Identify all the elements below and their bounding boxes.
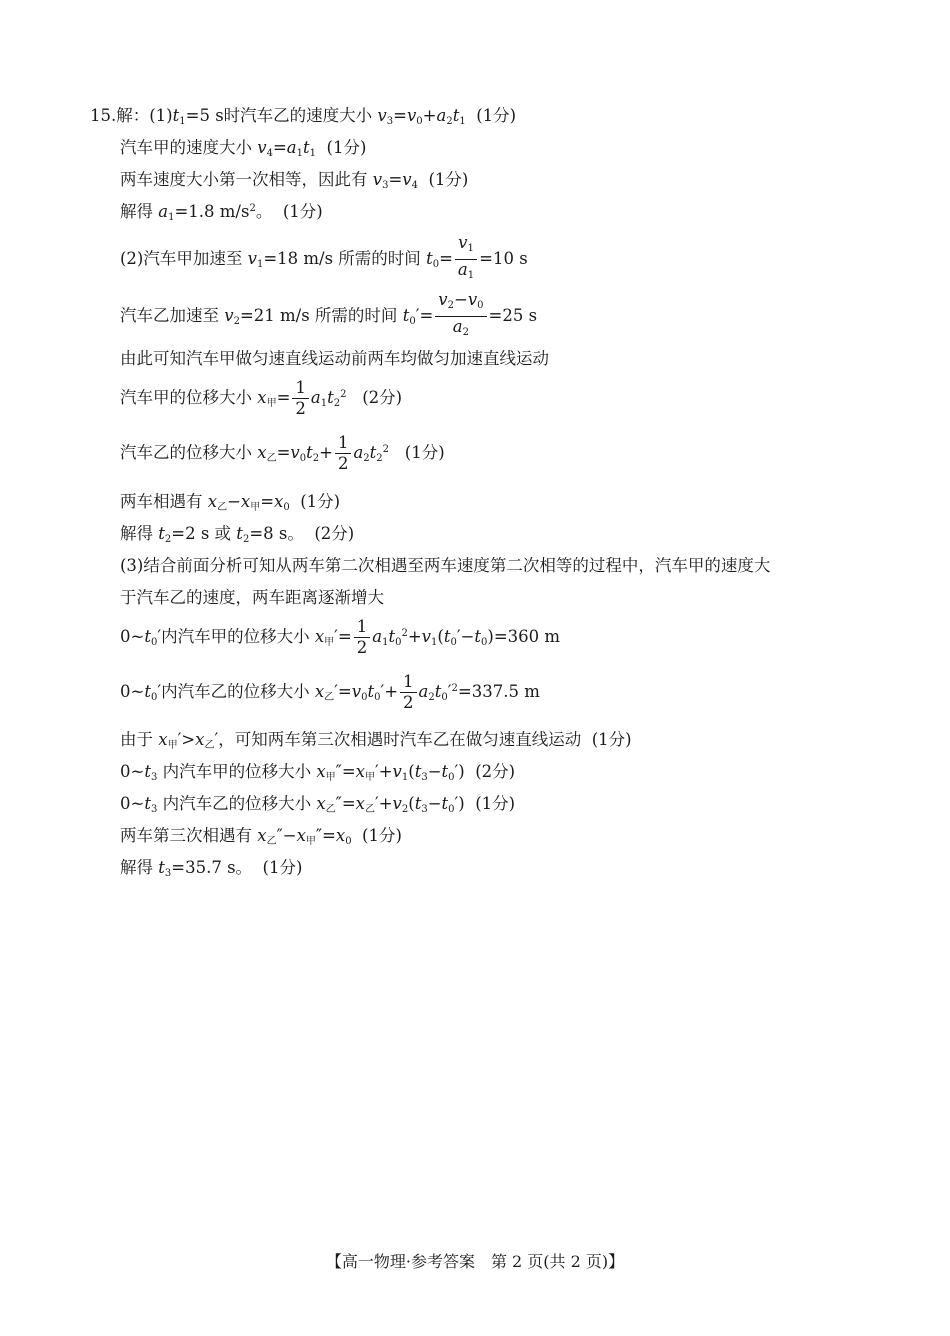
answer-line-6: 汽车乙加速至 $v_2=21$ m/s 所需的时间 $t_0'=$ $\frac{v_2-v_0}{a_2}$ =25 s [120, 290, 538, 338]
answer-line-1: 15.解：$(1)t_1=5$ s时汽车乙的速度大小 $v_3=v_0+a_2t_1$ (1分) [90, 106, 517, 127]
answer-line-17: $0\sim t_3$ 内汽车甲的位移大小 $x_甲''=x_甲'+v_1(t_3-t_0')$ (2分) [120, 762, 516, 783]
answer-line-7: 由此可知汽车甲做匀速直线运动前两车均做匀加速直线运动 [120, 349, 549, 368]
answer-line-14: $0\sim t_0'$内汽车甲的位移大小 $x_甲'=$ $\frac{1}{2}$ $a_1t_0^2+v_1(t_0'-t_0)=360$ m [120, 617, 561, 657]
answer-line-15: $0\sim t_0'$内汽车乙的位移大小 $x_乙'=v_0t_0'+$ $\frac{1}{2}$ $a_2t_0'^2=337.5$ m [120, 672, 540, 712]
answer-line-4: 解得 $a_1=1.8$ $m/s^2$。 (1分) [120, 202, 323, 223]
answer-line-16: 由于 $x_甲'>x_乙'$，可知两车第三次相遇时汽车乙在做匀速直线运动 (1分) [120, 730, 632, 751]
answer-line-2: 汽车甲的速度大小 $v_4=a_1t_1$ (1分) [120, 138, 367, 159]
answer-line-3: 两车速度大小第一次相等，因此有 $v_3=v_4$ (1分) [120, 170, 469, 191]
answer-line-12: (3)结合前面分析可知从两车第二次相遇至两车速度第二次相等的过程中，汽车甲的速度大 [120, 556, 771, 575]
answer-line-18: $0\sim t_3$ 内汽车乙的位移大小 $x_乙''=x_乙'+v_2(t_3-t_0')$ (1分) [120, 794, 516, 815]
answer-line-20: 解得 $t_3=35.7$ s。 (1分) [120, 858, 303, 879]
answer-line-8: 汽车甲的位移大小 $x_甲=$ $\frac{1}{2}$ $a_1t_2^2$ (2分) [120, 378, 403, 418]
answer-line-10: 两车相遇有 $x_乙-x_甲=x_0$ (1分) [120, 492, 341, 513]
answer-line-13: 于汽车乙的速度，两车距离逐渐增大 [120, 588, 384, 607]
page-footer: 【高一物理·参考答案 第 2 页(共 2 页)】 [325, 1252, 625, 1271]
answer-line-19: 两车第三次相遇有 $x_乙''-x_甲''=x_0$ (1分) [120, 826, 402, 847]
answer-line-11: 解得 $t_2=2$ s 或 $t_2=8$ s。 (2分) [120, 524, 355, 545]
answer-line-9: 汽车乙的位移大小 $x_乙=v_0t_2+$ $\frac{1}{2}$ $a_2t_2^2$ (1分) [120, 433, 445, 473]
answer-line-5: (2)汽车甲加速至 $v_1=18$ m/s 所需的时间 $t_0=$ $\frac{v_1}{a_1}$ =10 s [120, 233, 528, 281]
